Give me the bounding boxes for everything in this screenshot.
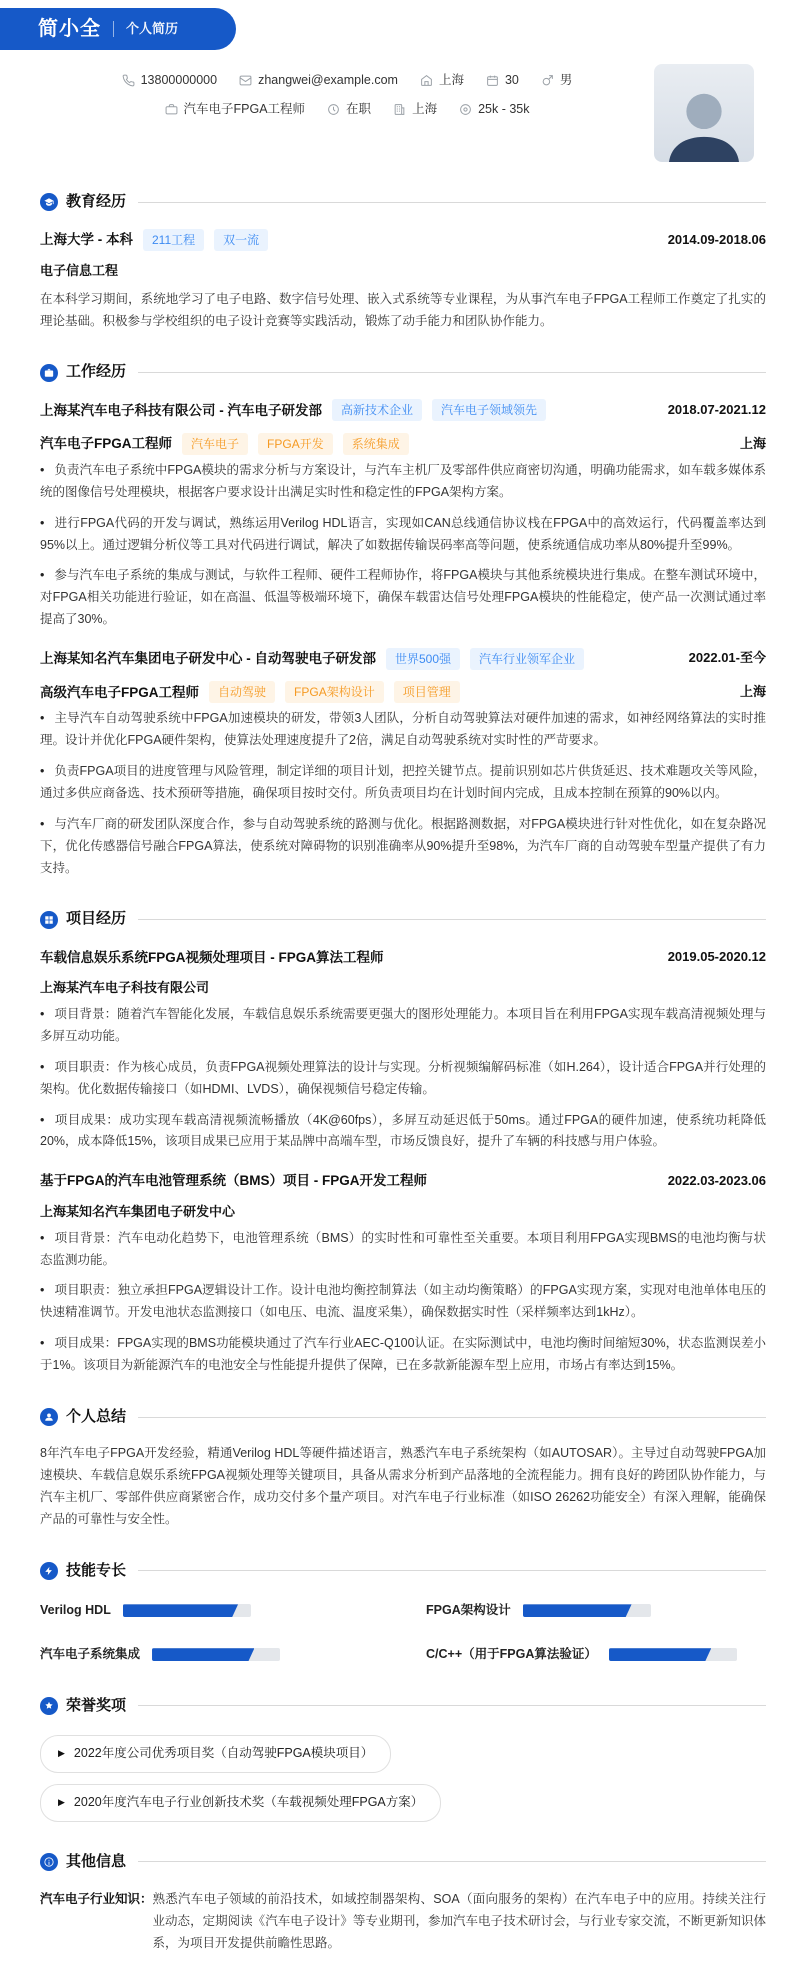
work-bullet: • 负责FPGA项目的进度管理与风险管理，制定详细的项目计划，把控关键节点。提前识别如芯片供货延迟、技术难题攻关等风险，通过多供应商备选、技术预研等措施，确保项目按时交付。所负责项目均在计划时间内完成，且成本控制在预算的90%以内。 <box>40 761 766 805</box>
section-divider-line <box>138 1705 766 1706</box>
education-tag: 双一流 <box>214 229 268 251</box>
brand-name: 简小全 <box>38 17 101 40</box>
avatar-photo <box>654 64 754 162</box>
brand-divider <box>113 21 114 37</box>
resume-page <box>0 8 794 1975</box>
section-header-projects <box>40 906 766 932</box>
role-tag: 系统集成 <box>343 433 409 455</box>
skill-label: FPGA架构设计 <box>426 1602 511 1617</box>
briefcase-icon <box>40 364 58 382</box>
project-bullet: • 项目背景：随着汽车智能化发展，车载信息娱乐系统需要更强大的图形处理能力。本项目旨在利用FPGA实现车载高清视频处理与多屏互动功能。 <box>40 1004 766 1048</box>
education-description: 在本科学习期间，系统地学习了电子电路、数字信号处理、嵌入式系统等专业课程，为从事汽车电子FPGA工程师工作奠定了扎实的理论基础。积极参与学校组织的电子设计竞赛等实践活动，锻炼了动手能力和团队协作能力。 <box>40 291 766 328</box>
education-entry-header <box>40 228 766 252</box>
project-title-row <box>40 946 766 970</box>
work-role-row <box>40 681 766 705</box>
gender-item <box>541 70 573 92</box>
work-date: 2022.01-至今 <box>688 650 766 666</box>
brand-subtitle: 个人简历 <box>126 20 179 36</box>
education-date: 2014.09-2018.06 <box>667 231 766 247</box>
skill-progress-bar <box>609 1648 737 1661</box>
section-title: 技能专长 <box>66 1561 127 1579</box>
brand-banner <box>0 8 236 50</box>
phone-value: 13800000000 <box>140 73 218 87</box>
skill-row <box>426 1600 766 1622</box>
section-title: 荣誉奖项 <box>66 1696 127 1714</box>
section-header-summary <box>40 1404 766 1430</box>
work-company-row <box>40 647 766 671</box>
skill-row <box>426 1644 766 1666</box>
grid-icon <box>40 911 58 929</box>
section-header-education <box>40 189 766 215</box>
section-divider-line <box>138 919 766 920</box>
email-value: zhangwei@example.com <box>258 73 398 87</box>
bolt-icon <box>40 1562 58 1580</box>
project-company: 上海某知名汽车集团电子研发中心 <box>40 1203 236 1219</box>
project-bullet: • 项目职责：独立承担FPGA逻辑设计工作。设计电池均衡控制算法（如主动均衡策略）的FPGA实现方案，实现对电池单体电压的快速精准调节。开发电池状态监测接口（如电压、电流、温度采集），确保数据实时性（采样频率达到1kHz）。 <box>40 1280 766 1324</box>
section-divider-line <box>138 372 766 373</box>
skill-progress-fill <box>609 1648 711 1661</box>
status-icon <box>327 103 340 116</box>
section-divider-line <box>138 1861 766 1862</box>
skill-progress-bar <box>152 1648 280 1661</box>
other-info-label: 汽车电子行业知识： <box>40 1891 153 1906</box>
city-item <box>393 99 437 121</box>
education-tag: 211工程 <box>143 229 204 251</box>
section-divider-line <box>138 1570 766 1571</box>
skill-progress-fill <box>152 1648 254 1661</box>
company-tag: 世界500强 <box>386 648 460 670</box>
city-value: 上海 <box>412 101 438 116</box>
project-bullet: • 项目职责：作为核心成员，负责FPGA视频处理算法的设计与实现。分析视频编解码标准（如H.264），设计适合FPGA并行处理的架构。优化数据传输接口（如HDMI、LVDS），确保视频信号稳定传输。 <box>40 1057 766 1101</box>
work-date: 2018.07-2021.12 <box>667 402 766 418</box>
salary-value: 25k - 35k <box>478 101 530 116</box>
location-value: 上海 <box>438 73 464 87</box>
skill-progress-fill <box>123 1604 238 1617</box>
age-value: 30 <box>504 73 519 87</box>
work-company-row <box>40 399 766 423</box>
contact-block <box>40 70 654 121</box>
skill-label: Verilog HDL <box>40 1602 111 1617</box>
work-bullet: • 与汽车厂商的研发团队深度合作，参与自动驾驶系统的路测与优化。根据路测数据，对FPGA模块进行针对性优化，如在复杂路况下，优化传感器信号融合FPGA算法，使系统对障碍物的识别准确率从90%提升至98%，为汽车厂商的自动驾驶车型量产提供了有力支持。 <box>40 814 766 880</box>
section-title: 其他信息 <box>66 1852 127 1870</box>
salary-icon <box>459 103 472 116</box>
section-header-awards <box>40 1693 766 1719</box>
other-info-text: 熟悉汽车电子领域的前沿技术，如域控制器架构、SOA（面向服务的架构）在汽车电子中的应用。持续关注行业动态，定期阅读《汽车电子设计》等专业期刊，参加汽车电子技术研讨会，与行业专家交流，不断更新知识体系，为项目开发提供前瞻性思路。 <box>152 1891 766 1950</box>
project-bullet: • 项目背景：汽车电动化趋势下，电池管理系统（BMS）的实时性和可靠性至关重要。本项目利用FPGA实现BMS的电池均衡与状态监测功能。 <box>40 1228 766 1272</box>
phone-icon <box>122 74 135 87</box>
skill-progress-fill <box>523 1604 632 1617</box>
role-tag: FPGA开发 <box>258 433 333 455</box>
job-item <box>165 99 306 121</box>
gender-icon <box>541 74 554 87</box>
skill-row <box>40 1600 380 1622</box>
user-icon <box>40 1408 58 1426</box>
award-item: ▶ 2022年度公司优秀项目奖（自动驾驶FPGA模块项目） <box>40 1735 391 1773</box>
other-info-row <box>40 1889 766 1955</box>
medal-icon <box>40 1697 58 1715</box>
section-header-skills <box>40 1558 766 1584</box>
project-bullet: • 项目成果：成功实现车载高清视频流畅播放（4K@60fps），多屏互动延迟低于50ms。通过FPGA的硬件加速，使系统功耗降低20%，成本降低15%，该项目成果已应用于某品牌中高端车型，市场反馈良好，提升了车辆的科技感与用户体验。 <box>40 1110 766 1154</box>
skill-progress-bar <box>123 1604 251 1617</box>
avatar-silhouette <box>654 82 754 162</box>
section-header-work <box>40 359 766 385</box>
school-name: 上海大学 - 本科 <box>40 232 133 248</box>
skill-label: C/C++（用于FPGA算法验证） <box>426 1646 597 1661</box>
city-icon <box>393 103 406 116</box>
project-title-row <box>40 1169 766 1193</box>
section-header-other <box>40 1849 766 1875</box>
info-icon <box>40 1853 58 1871</box>
status-value: 在职 <box>346 101 372 116</box>
project-bullet: • 项目成果：FPGA实现的BMS功能模块通过了汽车行业AEC-Q100认证。在实际测试中，电池均衡时间缩短30%，状态监测误差小于1%。该项目为新能源汽车的电池安全与性能提升提供了保障，已在多款新能源车型上应用，市场占有率达到15%。 <box>40 1333 766 1377</box>
project-date: 2019.05-2020.12 <box>667 949 766 965</box>
role-title: 汽车电子FPGA工程师 <box>40 436 173 452</box>
email-icon <box>239 74 252 87</box>
award-item: ▶ 2020年度汽车电子行业创新技术奖（车载视频处理FPGA方案） <box>40 1784 441 1822</box>
section-title: 个人总结 <box>66 1407 127 1425</box>
company-tag: 汽车电子领域领先 <box>432 399 546 421</box>
work-bullet: • 主导汽车自动驾驶系统中FPGA加速模块的研发，带领3人团队，分析自动驾驶算法对硬件加速的需求，如神经网络算法的实时推理。设计并优化FPGA硬件架构，使算法处理速度提升了2倍，满足自动驾驶系统对实时性的严苛要求。 <box>40 708 766 752</box>
work-city: 上海 <box>739 435 766 451</box>
company-tag: 高新技术企业 <box>332 399 422 421</box>
work-bullet: • 进行FPGA代码的开发与调试，熟练运用Verilog HDL语言，实现如CAN总线通信协议栈在FPGA中的高效运行，代码覆盖率达到95%以上。通过逻辑分析仪等工具对代码进行调试，解决了如数据传输误码率高等问题，使系统通信成功率从80%提升至99%。 <box>40 513 766 557</box>
company-name: 上海某知名汽车集团电子研发中心 - 自动驾驶电子研发部 <box>40 651 376 666</box>
project-company: 上海某汽车电子科技有限公司 <box>40 980 210 996</box>
role-tag: FPGA架构设计 <box>285 681 384 703</box>
section-divider-line <box>138 202 766 203</box>
work-bullet: • 负责汽车电子系统中FPGA模块的需求分析与方案设计，与汽车主机厂及零部件供应商密切沟通，明确功能需求，如车载多媒体系统的图像信号处理模块，根据客户要求设计出满足实时性和稳定性的FPGA架构方案。 <box>40 460 766 504</box>
skill-progress-bar <box>523 1604 651 1617</box>
section-divider-line <box>138 1417 766 1418</box>
location-icon <box>420 74 433 87</box>
company-tag: 汽车行业领军企业 <box>470 648 584 670</box>
project-date: 2022.03-2023.06 <box>667 1172 766 1188</box>
resume-content <box>0 189 794 1975</box>
salary-item <box>459 99 529 121</box>
contact-row-1 <box>122 70 573 92</box>
skill-label: 汽车电子系统集成 <box>40 1646 141 1661</box>
location-item <box>420 70 464 92</box>
work-bullet: • 参与汽车电子系统的集成与测试，与软件工程师、硬件工程师协作，将FPGA模块与其他系统模块进行集成。在整车测试环境中，对FPGA相关功能进行验证，如在高温、低温等极端环境下，确保车载雷达信号处理FPGA模块的性能稳定，使产品一次测试通过率提高了30%。 <box>40 565 766 631</box>
profile-header <box>0 50 794 162</box>
phone-item <box>122 70 217 92</box>
status-item <box>327 99 371 121</box>
summary-text: 8年汽车电子FPGA开发经验，精通Verilog HDL等硬件描述语言，熟悉汽车电子系统架构（如AUTOSAR）。主导过自动驾驶FPGA加速模块、车载信息娱乐系统FPGA视频处理等关键项目，具备从需求分析到产品落地的全流程能力。拥有良好的跨团队协作能力，与汽车主机厂、零部件供应商紧密合作，成功交付多个量产项目。对汽车电子行业标准（如ISO 26262功能安全）有深入理解，能确保产品的可靠性与安全性。 <box>40 1446 766 1526</box>
gender-value: 男 <box>559 73 573 87</box>
skill-row <box>40 1644 380 1666</box>
job-icon <box>165 103 178 116</box>
awards-list <box>40 1735 766 1822</box>
graduation-cap-icon <box>40 193 58 211</box>
job-value: 汽车电子FPGA工程师 <box>183 101 306 116</box>
section-title: 教育经历 <box>66 193 127 210</box>
contact-row-2 <box>165 99 530 121</box>
work-role-row <box>40 432 766 456</box>
work-city: 上海 <box>739 684 766 700</box>
age-item <box>486 70 519 92</box>
role-title: 高级汽车电子FPGA工程师 <box>40 684 200 700</box>
role-tag: 项目管理 <box>394 681 460 703</box>
project-title: 基于FPGA的汽车电池管理系统（BMS）项目 - FPGA开发工程师 <box>40 1173 427 1189</box>
email-item <box>239 70 398 92</box>
section-title: 工作经历 <box>66 363 127 381</box>
age-icon <box>486 74 499 87</box>
role-tag: 自动驾驶 <box>209 681 275 703</box>
education-major: 电子信息工程 <box>40 262 119 278</box>
role-tag: 汽车电子 <box>182 433 248 455</box>
project-title: 车载信息娱乐系统FPGA视频处理项目 - FPGA算法工程师 <box>40 949 384 965</box>
company-name: 上海某汽车电子科技有限公司 - 汽车电子研发部 <box>40 402 322 418</box>
section-title: 项目经历 <box>66 910 127 928</box>
skills-grid <box>40 1600 766 1666</box>
